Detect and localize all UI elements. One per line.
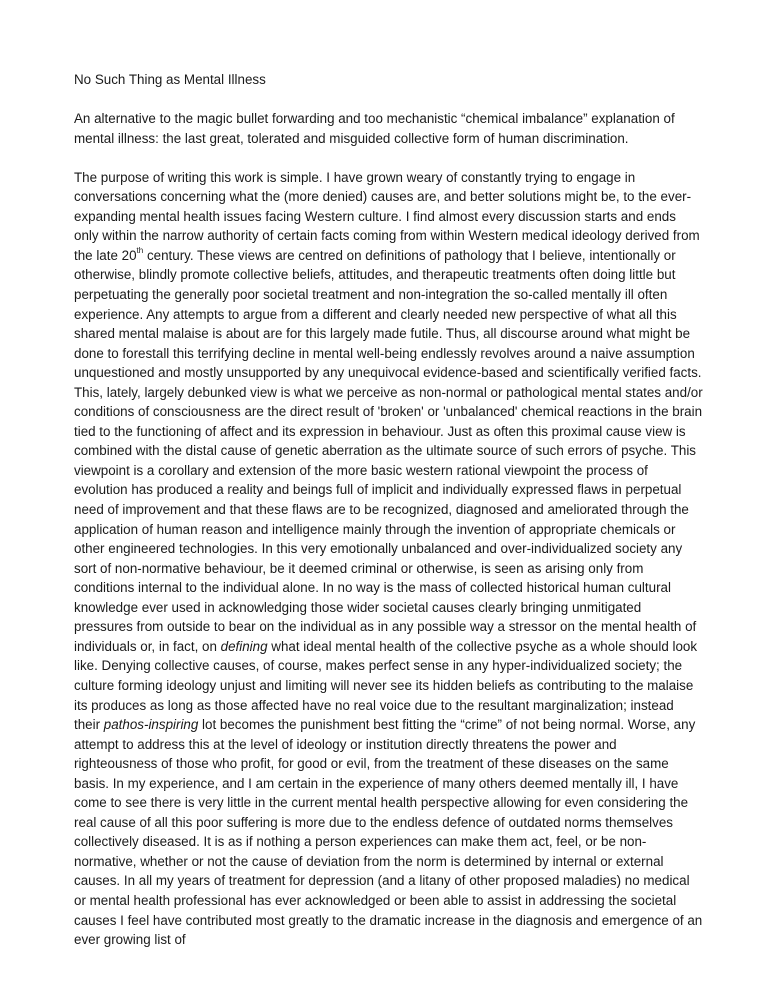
emphasis-defining: defining [220,638,268,654]
body-text-segment-2: century. These views are centred on definitions of pathology that I believe, intentionally or otherwise, blindly promote collective beliefs, attitudes, and therapeutic treatments often doing little but perpetuating the generally poor societal treatment and non-integration the so-called mentally ill often experience. Any attempts to argue from a different and clearly needed new perspective of what all this shared mental malaise is about are for this largely made futile. Thus, all discourse around what might be done to forestall this terrifying decline in mental well-being endlessly revolves around a naive assumption unquestioned and mostly unsupported by any unequivocal evidence-based and scientifically verified facts. This, lately, largely debunked view is what we perceive as non-normal or pathological mental states and/or conditions of consciousness are the direct result of 'broken' or 'unbalanced' chemical reactions in the brain tied to the functioning of affect and its expression in behaviour. Just as often this proximal cause view is combined with the distal cause of genetic aberration as the ultimate source of such errors of psyche. This viewpoint is a corollary and extension of the more basic western rational viewpoint the process of evolution has produced a reality and beings full of implicit and individually expressed flaws in perpetual need of improvement and that these flaws are to be recognized, diagnosed and ameliorated through the application of human reason and intelligence mainly through the invention of appropriate chemicals or other engineered technologies. In this very emotionally unbalanced and over-individualized society any sort of non-normative behaviour, be it deemed criminal or otherwise, is seen as arising only from conditions internal to the individual alone. In no way is the mass of collected historical human cultural knowledge ever used in acknowledging those wider societal causes clearly bringing unmitigated pressures from outside to bear on the individual as in any possible way a stressor on the mental health of individuals or, in fact, on [74,247,703,654]
body-text-segment-3: what ideal mental health of the collective psyche as a whole should look like. Denying collective causes, of course, makes perfect sense in any hyper-individualized society; the culture forming ideology unjust and limiting will never see its hidden beliefs as contributing to the malaise its produces as long as those affected have no real voice due to the resultant marginalization; instead their [74,638,698,733]
body-text-segment-4: lot becomes the punishment best fitting the “crime” of not being normal. Worse, any attempt to address this at the level of ideology or institution directly threatens the power and righteousness of those who profit, for good or evil, from the treatment of these diseases on the same basis. In my experience, and I am certain in the experience of many others deemed mentally ill, I have come to see there is very little in the current mental health perspective allowing for even considering the real cause of all this poor suffering is more due to the endless defence of outdated norms themselves collectively diseased. It is as if nothing a person experiences can make them act, feel, or be non-normative, whether or not the cause of deviation from the norm is determined by internal or external causes. In all my years of treatment for depression (and a litany of other proposed maladies) no medical or mental health professional has ever acknowledged or been able to assist in addressing the societal causes I feel have contributed most greatly to the dramatic increase in the diagnosis and emergence of an ever growing list of [74,717,703,948]
document-title: No Such Thing as Mental Illness [74,72,266,87]
emphasis-pathos-inspiring: pathos-inspiring [103,717,199,733]
ordinal-suffix: th [136,246,144,256]
document-subtitle: An alternative to the magic bullet forwarding and too mechanistic “chemical imbalance” explanation of mental illness: the last great, tolerated and misguided collective form of human discrimination. [74,111,675,146]
body-paragraph [74,168,703,950]
body-text-segment-1: The purpose of writing this work is simple. I have grown weary of constantly trying to engage in conversations concerning what the (more denied) causes are, and better solutions might be, to the ever-expanding mental health issues facing Western culture. I find almost every discussion starts and ends only within the narrow authority of certain facts coming from within Western medical ideology derived from the late 20 [74,169,700,263]
